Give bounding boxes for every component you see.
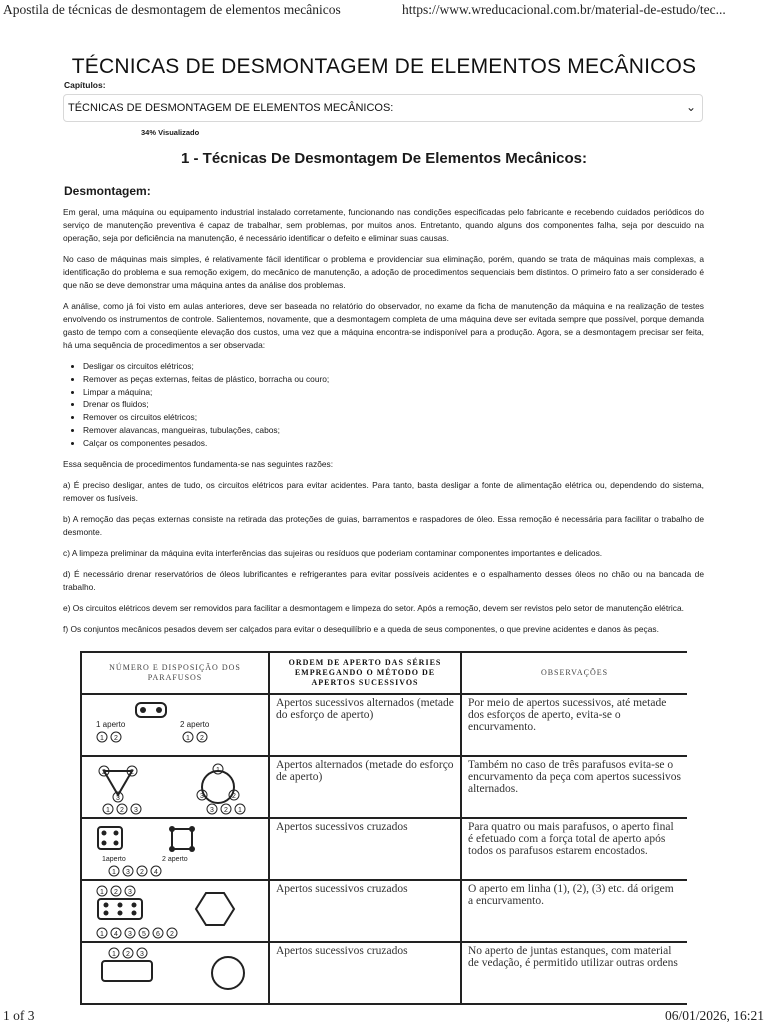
list-item: • Desligar os circuitos elétricos;: [83, 360, 704, 373]
column-header: NÚMERO E DISPOSIÇÃO DOS PARAFUSOS: [81, 652, 269, 694]
svg-text:2: 2: [224, 807, 228, 814]
paragraph: A análise, como já foi visto em aulas anteriores, deve ser baseada no relatório do observador, no exame da ficha de manutenção da máquina e na realização de testes envolvendo os instrumentos de controle. Salientemos, novamente, que a desmontagem completa de uma máquina deve ser evitada sempre que possível, porque demanda gasto de tempo com a conseqüente elevação dos custos, uma vez que a máquina encontra-se indisponível para a produção. Agora, se a desmontagem precisar ser feita, há uma sequência de procedimentos a ser observada:: [63, 301, 704, 350]
svg-text:1: 1: [238, 807, 242, 814]
list-item: • Remover as peças externas, feitas de plástico, borracha ou couro;: [83, 373, 704, 386]
bolt-figure: [81, 756, 269, 818]
print-footer-timestamp: 06/01/2026, 16:21: [664, 1008, 764, 1023]
table-row: [81, 880, 687, 942]
figure-label: 1 aperto: [96, 720, 126, 729]
article-body: [63, 206, 704, 644]
column-header: ORDEM DE APERTO DAS SÉRIES EMPREGANDO O MÉTODO DE APERTOS SUCESSIVOS: [269, 652, 461, 694]
bolt-figure: [81, 880, 269, 942]
svg-text:1: 1: [106, 807, 110, 814]
section-title: 1 - Técnicas De Desmontagem De Elementos Mecânicos:: [181, 150, 587, 167]
svg-text:2: 2: [130, 769, 134, 776]
column-header: OBSERVAÇÕES: [461, 652, 687, 694]
tightening-order: Apertos sucessivos alternados (metade do esforço de aperto): [269, 694, 461, 756]
svg-text:1: 1: [100, 735, 104, 742]
tightening-order-table: [80, 651, 687, 1011]
list-item: • Calçar os componentes pesados.: [83, 437, 704, 450]
reason-item: d) É necessário drenar reservatórios de óleos lubrificantes e refrigerantes para evitar possíveis acidentes e o espalhamento desses óleos no chão ou na bancada de trabalho.: [63, 568, 704, 592]
svg-text:2: 2: [200, 735, 204, 742]
steps-list: [63, 360, 704, 450]
observation: No aperto de juntas estanques, com material de vedação, é permitido utilizar outras ordens: [461, 942, 687, 1004]
bolt-figure: [81, 942, 269, 1004]
table-row: [81, 942, 687, 1004]
print-header-url[interactable]: https://www.wreducacional.com.br/material-de-estudo/tec...: [402, 2, 726, 17]
reason-item: c) A limpeza preliminar da máquina evita interferências das sujeiras ou resíduos que poderiam contaminar componentes importantes e delicados.: [63, 547, 603, 558]
svg-text:2: 2: [120, 807, 124, 814]
svg-text:3: 3: [140, 951, 144, 958]
svg-text:3: 3: [128, 931, 132, 938]
list-item: • Limpar a máquina;: [83, 386, 704, 399]
svg-text:3: 3: [134, 807, 138, 814]
svg-text:5: 5: [142, 931, 146, 938]
progress-text: 34% Visualizado: [141, 128, 200, 137]
paragraph: Essa sequência de procedimentos fundamenta-se nas seguintes razões:: [63, 458, 334, 469]
reason-item: b) A remoção das peças externas consiste na retirada das proteções de guias, barramentos e raspadores de óleo. Essa remoção é necessária para facilitar o trabalho de desmonte.: [63, 513, 704, 537]
table-row: [81, 818, 687, 880]
print-footer-page: 1 of 3: [3, 1008, 35, 1023]
svg-text:4: 4: [114, 931, 118, 938]
table-header-row: [81, 652, 687, 694]
svg-text:3: 3: [210, 807, 214, 814]
tightening-order: Apertos sucessivos cruzados: [269, 880, 461, 942]
paragraph: Em geral, uma máquina ou equipamento industrial instalado corretamente, funcionando nas condições especificadas pelo fabricante e recebendo cuidados periódicos do serviço de manutenção preventiva é capaz de trabalhar, sem problemas, por muitos anos. Entretanto, quando alguns dos componentes falha, seja por descuido na operação, seja por deficiência na manutenção, é necessário identificar o defeito e eliminar suas causas.: [63, 207, 704, 243]
list-item: • Remover os circuitos elétricos;: [83, 411, 704, 424]
svg-text:1: 1: [216, 767, 220, 774]
observation: Por meio de apertos sucessivos, até metade dos esforços de aperto, evita-se o encurvamento.: [461, 694, 687, 756]
chevron-down-icon: ⌄: [685, 100, 696, 114]
chapter-select-value: TÉCNICAS DE DESMONTAGEM DE ELEMENTOS MECÂNICOS:: [68, 102, 394, 114]
document-title: TÉCNICAS DE DESMONTAGEM DE ELEMENTOS MECÂNICOS: [71, 55, 697, 78]
svg-text:1: 1: [112, 951, 116, 958]
figure-label: 1aperto: [102, 856, 126, 863]
svg-text:3: 3: [200, 793, 204, 800]
svg-text:2: 2: [140, 869, 144, 876]
svg-text:1: 1: [186, 735, 190, 742]
svg-text:2: 2: [170, 931, 174, 938]
reason-item: a) É preciso desligar, antes de tudo, os circuitos elétricos para evitar acidentes. Para tanto, basta desligar a fonte de alimentação elétrica ou, dependendo do sistema, remover os fusíveis.: [63, 479, 704, 503]
tightening-order: Apertos sucessivos cruzados: [269, 818, 461, 880]
reason-item: e) Os circuitos elétricos devem ser removidos para facilitar a desmontagem e limpeza do setor. Após a remoção, devem ser revistos pelo setor de manutenção elétrica.: [63, 602, 684, 613]
reason-item: f) Os conjuntos mecânicos pesados devem ser calçados para evitar o desequilíbrio e a queda de seus componentes, o que previne acidentes e danos às peças.: [63, 623, 659, 634]
svg-text:1: 1: [100, 931, 104, 938]
observation: Para quatro ou mais parafusos, o aperto final é efetuado com a força total de aperto após todos os parafusos estarem encostados.: [461, 818, 687, 880]
svg-text:2: 2: [126, 951, 130, 958]
chapter-select[interactable]: [63, 94, 703, 122]
svg-text:1: 1: [112, 869, 116, 876]
svg-text:4: 4: [154, 869, 158, 876]
observation: Também no caso de três parafusos evita-se o encurvamento da peça com apertos sucessivos alternados.: [461, 756, 687, 818]
svg-text:2: 2: [114, 735, 118, 742]
svg-text:3: 3: [116, 795, 120, 802]
chapters-label: Capítulos:: [64, 80, 106, 90]
svg-text:2: 2: [232, 793, 236, 800]
bolt-figure: [81, 818, 269, 880]
print-header-title: Apostila de técnicas de desmontagem de elementos mecânicos: [3, 2, 341, 17]
tightening-order: Apertos alternados (metade do esforço de aperto): [269, 756, 461, 818]
svg-text:1: 1: [100, 889, 104, 896]
list-item: • Drenar os fluidos;: [83, 398, 704, 411]
svg-text:2: 2: [114, 889, 118, 896]
paragraph: No caso de máquinas mais simples, é relativamente fácil identificar o problema e providenciar sua eliminação, porém, quando se trata de máquinas mais complexas, a identificação do problema e sua remoção exigem, do mecânico de manutenção, a adoção de procedimentos sequenciais bem distintos. O primeiro fato a ser considerado é que não se deve demonstrar uma máquina antes da análise dos problemas.: [63, 254, 704, 290]
table-row: [81, 756, 687, 818]
table-row: [81, 694, 687, 756]
tightening-order: Apertos sucessivos cruzados: [269, 942, 461, 1004]
svg-text:2: 2: [102, 769, 106, 776]
figure-label: 2 aperto: [180, 720, 210, 729]
svg-text:3: 3: [128, 889, 132, 896]
observation: O aperto em linha (1), (2), (3) etc. dá origem a encurvamento.: [461, 880, 687, 942]
subsection-title: Desmontagem:: [64, 184, 151, 198]
bolt-figure: [81, 694, 269, 756]
figure-label: 2 aperto: [162, 856, 188, 863]
svg-text:6: 6: [156, 931, 160, 938]
svg-text:3: 3: [126, 869, 130, 876]
list-item: • Remover alavancas, mangueiras, tubulações, cabos;: [83, 424, 704, 437]
